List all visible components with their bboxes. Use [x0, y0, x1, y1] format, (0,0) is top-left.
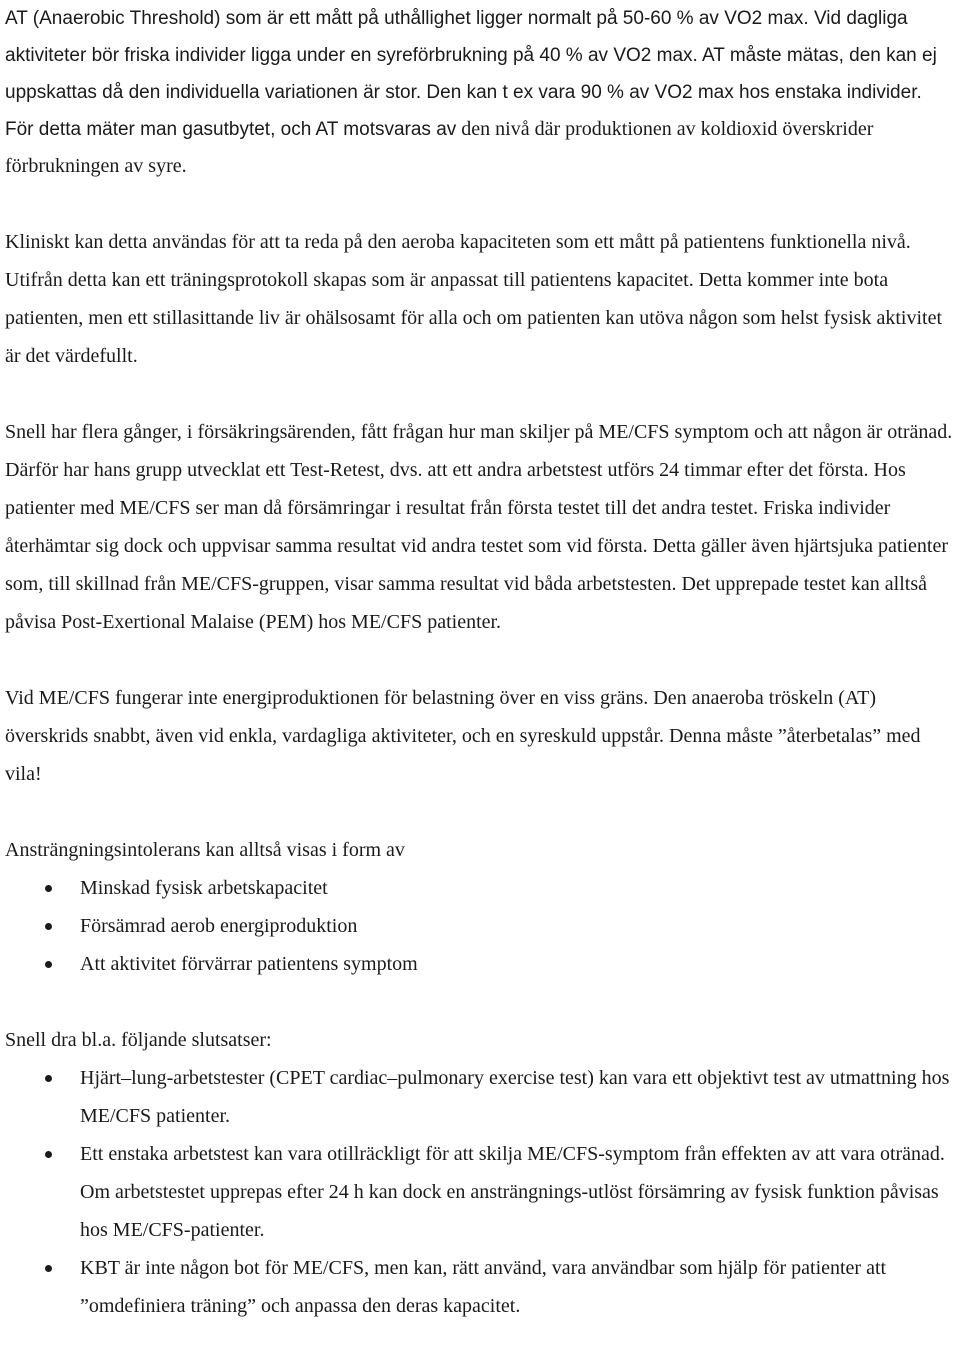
- spacer: [5, 375, 955, 413]
- list-item-text: KBT är inte någon bot för ME/CFS, men kan, rätt använd, vara användbar som hjälp för patienter att ”omdefiniera träning” och anpassa den deras kapacitet.: [80, 1257, 887, 1317]
- energy-paragraph: Vid ME/CFS fungerar inte energiproduktionen för belastning över en viss gräns. Den anaeroba tröskeln (AT) överskrids snabbt, även vid enkla, vardagliga aktiviteter, och en syreskuld uppstår. Denna måste ”återbetalas” med vila!: [5, 687, 921, 785]
- document-page: [5, 0, 955, 1325]
- list-item: [5, 1249, 955, 1325]
- list-item-text: Ett enstaka arbetstest kan vara otillräckligt för att skilja ME/CFS-symptom från effekten av att vara otränad. Om arbetstestet upprepas efter 24 h kan dock en ansträngnings-utlöst försämring av fysisk funktion påvisas hos ME/CFS-patienter.: [80, 1143, 945, 1241]
- list-item: [5, 907, 955, 945]
- bullet-icon: [45, 1265, 52, 1272]
- intro-text-part1: AT (Anaerobic Threshold) som är ett mått på uthållighet ligger normalt på 50-60 % av VO2 max. Vid dagliga aktiviteter bör friska individer ligga under en syreförbrukning på 40 % av VO2 max. AT måste mätas, den kan ej uppskattas då den individuella variationen är stor. Den kan t ex vara 90 % av VO2 max hos enstaka individer. För detta mäter man gasutbytet, och AT motsvaras av: [5, 8, 937, 140]
- list-item: [5, 1059, 955, 1135]
- list-item-text: Att aktivitet förvärrar patientens symptom: [80, 953, 418, 975]
- snell-paragraph: Snell har flera gånger, i försäkringsärenden, fått frågan hur man skiljer på ME/CFS symptom och att någon är otränad. Därför har hans grupp utvecklat ett Test-Retest, dvs. att ett andra arbetstest utförs 24 timmar efter det första. Hos patienter med ME/CFS ser man då försämringar i resultat från första testet till det andra testet. Friska individer återhämtar sig dock och uppvisar samma resultat vid andra testet som vid första. Detta gäller även hjärtsjuka patienter som, till skillnad från ME/CFS-gruppen, visar samma resultat vid båda arbetstesten. Det upprepade testet kan alltså påvisa Post-Exertional Malaise (PEM) hos ME/CFS patienter.: [5, 421, 953, 633]
- clinical-paragraph: Kliniskt kan detta användas för att ta reda på den aeroba kapaciteten som ett mått på patientens funktionella nivå. Utifrån detta kan ett träningsprotokoll skapas som är anpassat till patientens kapacitet. Detta kommer inte bota patienten, men ett stillasittande liv är ohälsosamt för alla och om patienten kan utöva någon som helst fysisk aktivitet är det värdefullt.: [5, 231, 943, 367]
- list-item: [5, 1135, 955, 1249]
- spacer: [5, 793, 955, 831]
- spacer: [5, 185, 955, 223]
- intro-paragraph: [5, 0, 955, 185]
- bullet-icon: [45, 923, 52, 930]
- spacer: [5, 983, 955, 1021]
- intro-text-part2: den nivå där produktionen av koldioxid överskrider förbrukningen av syre.: [5, 118, 874, 177]
- spacer: [5, 641, 955, 679]
- bullet-icon: [45, 1075, 52, 1082]
- list-item: [5, 945, 955, 983]
- conclusions-list: [5, 1059, 955, 1325]
- intolerance-heading: Ansträngningsintolerans kan alltså visas i form av: [5, 839, 405, 861]
- bullet-icon: [45, 961, 52, 968]
- intolerance-list: [5, 869, 955, 983]
- list-item-text: Hjärt–lung-arbetstester (CPET cardiac–pulmonary exercise test) kan vara ett objektivt test av utmattning hos ME/CFS patienter.: [80, 1067, 950, 1127]
- bullet-icon: [45, 1151, 52, 1158]
- list-item-text: Minskad fysisk arbetskapacitet: [80, 877, 328, 899]
- conclusions-heading: Snell dra bl.a. följande slutsatser:: [5, 1029, 272, 1051]
- list-item: [5, 869, 955, 907]
- bullet-icon: [45, 885, 52, 892]
- list-item-text: Försämrad aerob energiproduktion: [80, 915, 358, 937]
